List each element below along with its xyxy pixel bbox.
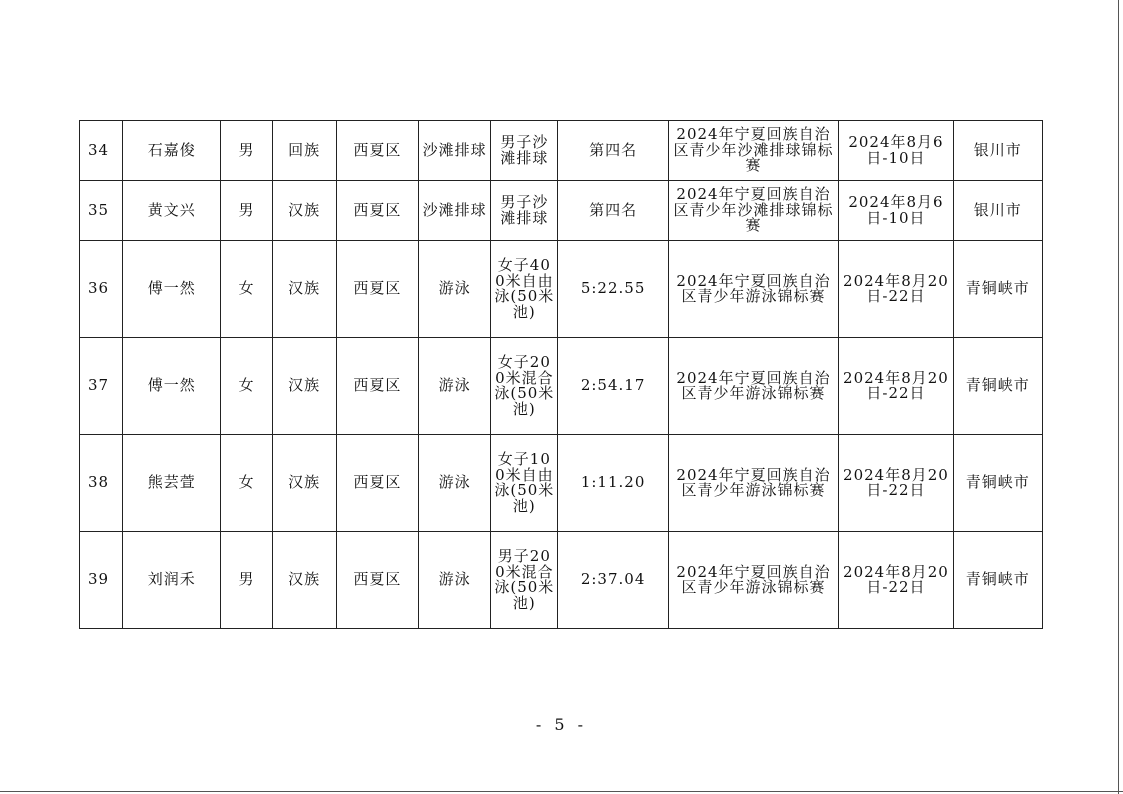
athlete-ethnicity-cell: 汉族 (272, 435, 336, 532)
athlete-name-cell: 傅一然 (123, 241, 221, 338)
table-row (80, 338, 1043, 435)
sport-cell: 游泳 (419, 338, 491, 435)
athlete-ethnicity-cell: 回族 (272, 121, 336, 181)
sport-cell: 沙滩排球 (419, 181, 491, 241)
results-table (79, 120, 1043, 629)
table-row (80, 241, 1043, 338)
event-cell: 男子沙滩排球 (491, 181, 558, 241)
athlete-ethnicity-cell: 汉族 (272, 181, 336, 241)
competition-name-cell: 2024年宁夏回族自治区青少年游泳锦标赛 (668, 532, 839, 629)
sport-cell: 游泳 (419, 241, 491, 338)
row-number-cell: 38 (80, 435, 123, 532)
result-cell: 第四名 (558, 181, 668, 241)
athlete-name-cell: 刘润禾 (123, 532, 221, 629)
athlete-gender-cell: 女 (221, 241, 272, 338)
competition-date-cell: 2024年8月20日-22日 (839, 435, 953, 532)
result-cell: 1:11.20 (558, 435, 668, 532)
competition-location-cell: 青铜峡市 (953, 435, 1042, 532)
district-cell: 西夏区 (336, 181, 418, 241)
event-cell: 女子200米混合泳(50米池) (491, 338, 558, 435)
athlete-gender-cell: 女 (221, 338, 272, 435)
row-number-cell: 35 (80, 181, 123, 241)
sport-cell: 沙滩排球 (419, 121, 491, 181)
athlete-gender-cell: 女 (221, 435, 272, 532)
event-cell: 女子100米自由泳(50米池) (491, 435, 558, 532)
competition-location-cell: 银川市 (953, 121, 1042, 181)
competition-date-cell: 2024年8月20日-22日 (839, 338, 953, 435)
event-cell: 男子200米混合泳(50米池) (491, 532, 558, 629)
district-cell: 西夏区 (336, 121, 418, 181)
district-cell: 西夏区 (336, 532, 418, 629)
competition-name-cell: 2024年宁夏回族自治区青少年游泳锦标赛 (668, 241, 839, 338)
table-row (80, 181, 1043, 241)
competition-date-cell: 2024年8月6日-10日 (839, 121, 953, 181)
athlete-gender-cell: 男 (221, 532, 272, 629)
event-cell: 男子沙滩排球 (491, 121, 558, 181)
athlete-ethnicity-cell: 汉族 (272, 532, 336, 629)
competition-name-cell: 2024年宁夏回族自治区青少年游泳锦标赛 (668, 435, 839, 532)
row-number-cell: 34 (80, 121, 123, 181)
result-cell: 5:22.55 (558, 241, 668, 338)
competition-date-cell: 2024年8月6日-10日 (839, 181, 953, 241)
table-row (80, 121, 1043, 181)
result-cell: 2:37.04 (558, 532, 668, 629)
result-cell: 2:54.17 (558, 338, 668, 435)
district-cell: 西夏区 (336, 241, 418, 338)
athlete-gender-cell: 男 (221, 181, 272, 241)
competition-name-cell: 2024年宁夏回族自治区青少年游泳锦标赛 (668, 338, 839, 435)
athlete-name-cell: 傅一然 (123, 338, 221, 435)
competition-location-cell: 银川市 (953, 181, 1042, 241)
table-row (80, 532, 1043, 629)
row-number-cell: 36 (80, 241, 123, 338)
competition-name-cell: 2024年宁夏回族自治区青少年沙滩排球锦标赛 (668, 181, 839, 241)
athlete-ethnicity-cell: 汉族 (272, 338, 336, 435)
competition-date-cell: 2024年8月20日-22日 (839, 241, 953, 338)
row-number-cell: 37 (80, 338, 123, 435)
competition-location-cell: 青铜峡市 (953, 338, 1042, 435)
sport-cell: 游泳 (419, 435, 491, 532)
result-cell: 第四名 (558, 121, 668, 181)
athlete-name-cell: 石嘉俊 (123, 121, 221, 181)
district-cell: 西夏区 (336, 435, 418, 532)
competition-location-cell: 青铜峡市 (953, 532, 1042, 629)
table-row (80, 435, 1043, 532)
athlete-gender-cell: 男 (221, 121, 272, 181)
athlete-ethnicity-cell: 汉族 (272, 241, 336, 338)
athlete-name-cell: 黄文兴 (123, 181, 221, 241)
page-edge-bottom (0, 791, 1123, 792)
competition-name-cell: 2024年宁夏回族自治区青少年沙滩排球锦标赛 (668, 121, 839, 181)
district-cell: 西夏区 (336, 338, 418, 435)
competition-date-cell: 2024年8月20日-22日 (839, 532, 953, 629)
row-number-cell: 39 (80, 532, 123, 629)
athlete-name-cell: 熊芸萱 (123, 435, 221, 532)
sport-cell: 游泳 (419, 532, 491, 629)
event-cell: 女子400米自由泳(50米池) (491, 241, 558, 338)
competition-location-cell: 青铜峡市 (953, 241, 1042, 338)
page-number: - 5 - (535, 715, 588, 734)
page-edge-right (1118, 0, 1119, 794)
